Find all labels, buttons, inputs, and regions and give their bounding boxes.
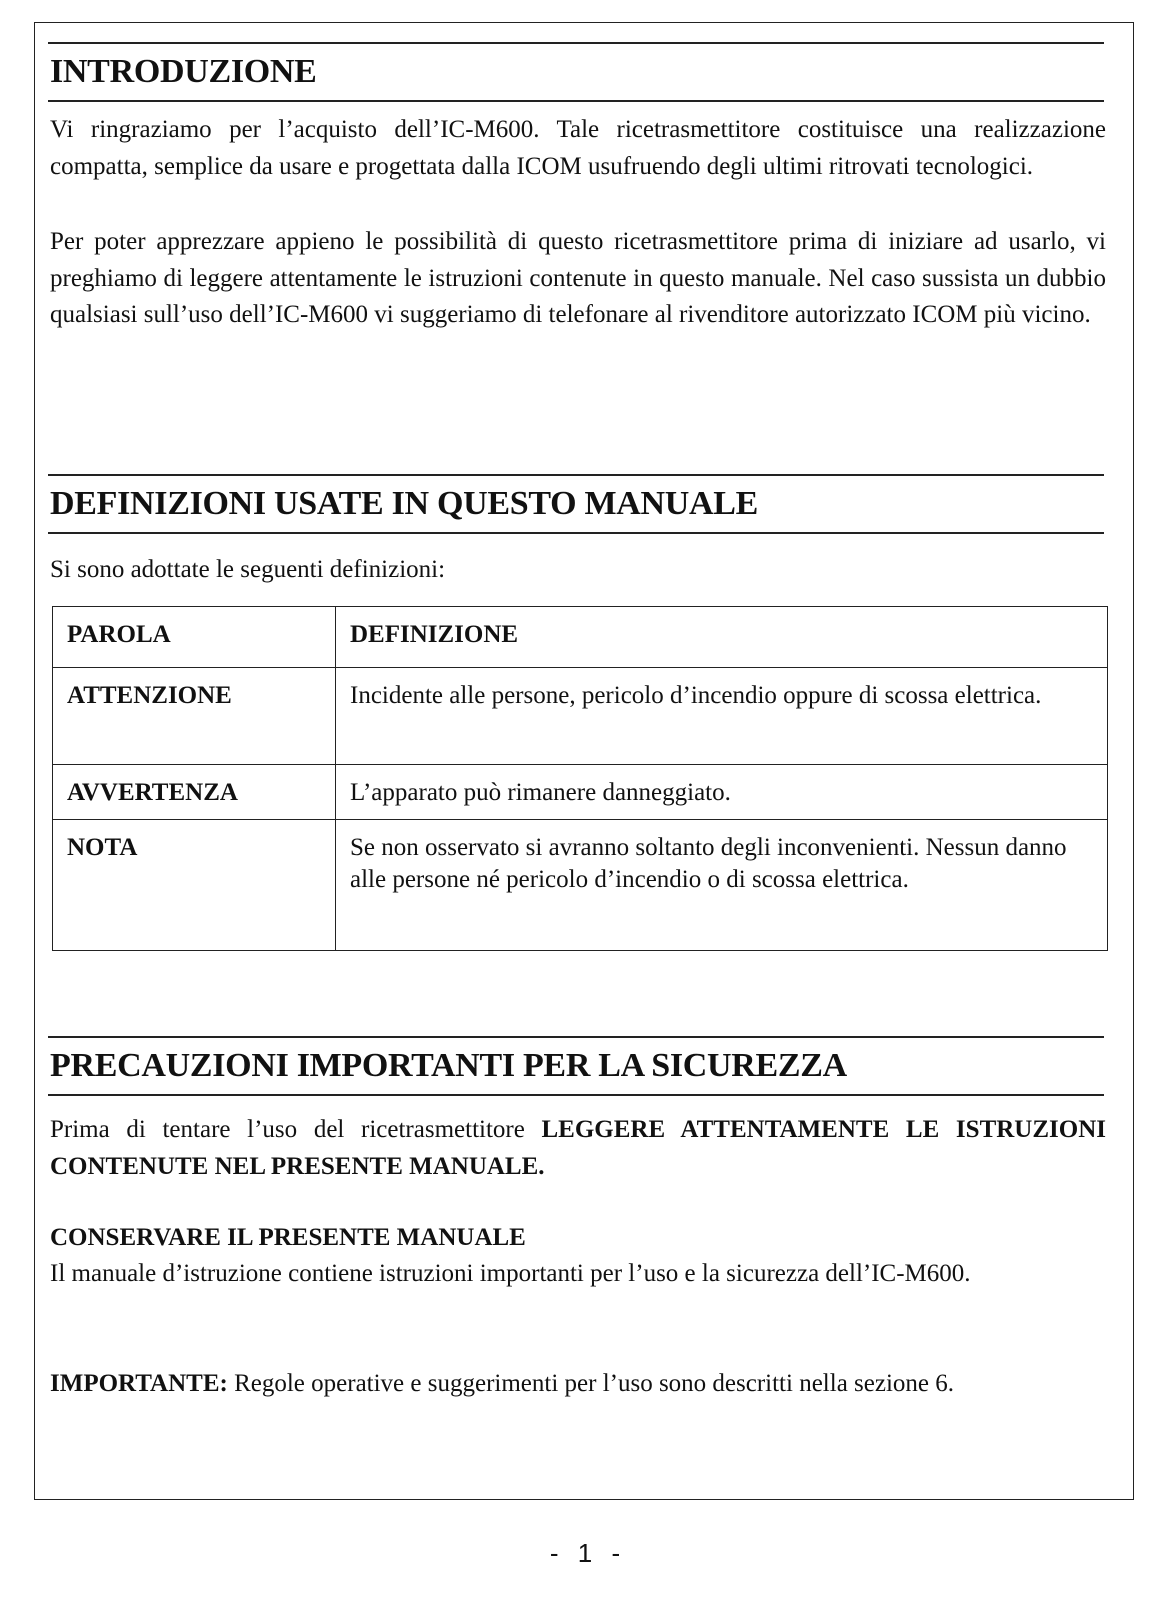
safety-subheading: CONSERVARE IL PRESENTE MANUALE bbox=[50, 1224, 526, 1251]
intro-paragraph-2: Per poter apprezzare appieno le possibilità di questo ricetrasmettitore prima di iniziare ad usarlo, vi preghiamo di leggere attentamente le istruzioni contenute in questo manuale. Nel caso sussista un dubbio qualsiasi sull’uso dell’IC-M600 vi suggeriamo di telefonare al rivenditore autorizzato ICOM più vicino. bbox=[50, 228, 1106, 328]
intro-paragraph-1: Vi ringraziamo per l’acquisto dell’IC-M600. Tale ricetrasmettitore costituisce una realizzazione compatta, semplice da usare e progettata dalla ICOM usufruendo degli ultimi ritrovati tecnologici. bbox=[50, 116, 1106, 180]
definitions-table bbox=[52, 606, 1108, 951]
definitions-intro: Si sono adottate le seguenti definizioni: bbox=[50, 556, 446, 583]
row-word: NOTA bbox=[53, 820, 336, 951]
table-row bbox=[53, 765, 1108, 820]
safety-paragraph-1-text: Prima di tentare l’uso del ricetrasmettitore bbox=[50, 1116, 542, 1143]
safety-paragraph-2: Il manuale d’istruzione contiene istruzioni importanti per l’uso e la sicurezza dell’IC-M600. bbox=[50, 1260, 971, 1287]
important-text: Regole operative e suggerimenti per l’uso sono descritti nella sezione 6. bbox=[227, 1370, 954, 1397]
safety-paragraph-1-bold: LEGGERE ATTENTAMENTE LE ISTRUZIONI CONTENUTE NEL PRESENTE MANUALE. bbox=[50, 1116, 1106, 1180]
row-definition: Se non osservato si avranno soltanto degli inconvenienti. Nessun danno alle persone né pericolo d’incendio o di scossa elettrica. bbox=[336, 820, 1108, 951]
table-row bbox=[53, 820, 1108, 951]
important-label: IMPORTANTE: bbox=[50, 1370, 228, 1397]
table-header-row bbox=[53, 607, 1108, 668]
row-definition: Incidente alle persone, pericolo d’incendio oppure di scossa elettrica. bbox=[336, 668, 1108, 765]
header-word: PAROLA bbox=[53, 607, 336, 668]
safety-paragraph-1 bbox=[50, 1112, 1106, 1185]
header-definition: DEFINIZIONE bbox=[336, 607, 1108, 668]
row-word: AVVERTENZA bbox=[53, 765, 336, 820]
intro-heading: INTRODUZIONE bbox=[48, 42, 1104, 102]
table-row bbox=[53, 668, 1108, 765]
definitions-heading: DEFINIZIONI USATE IN QUESTO MANUALE bbox=[48, 474, 1104, 534]
safety-heading: PRECAUZIONI IMPORTANTI PER LA SICUREZZA bbox=[48, 1036, 1104, 1096]
page-number: - 1 - bbox=[549, 1538, 627, 1568]
row-word: ATTENZIONE bbox=[53, 668, 336, 765]
row-definition: L’apparato può rimanere danneggiato. bbox=[336, 765, 1108, 820]
safety-paragraph-3 bbox=[50, 1366, 1106, 1403]
